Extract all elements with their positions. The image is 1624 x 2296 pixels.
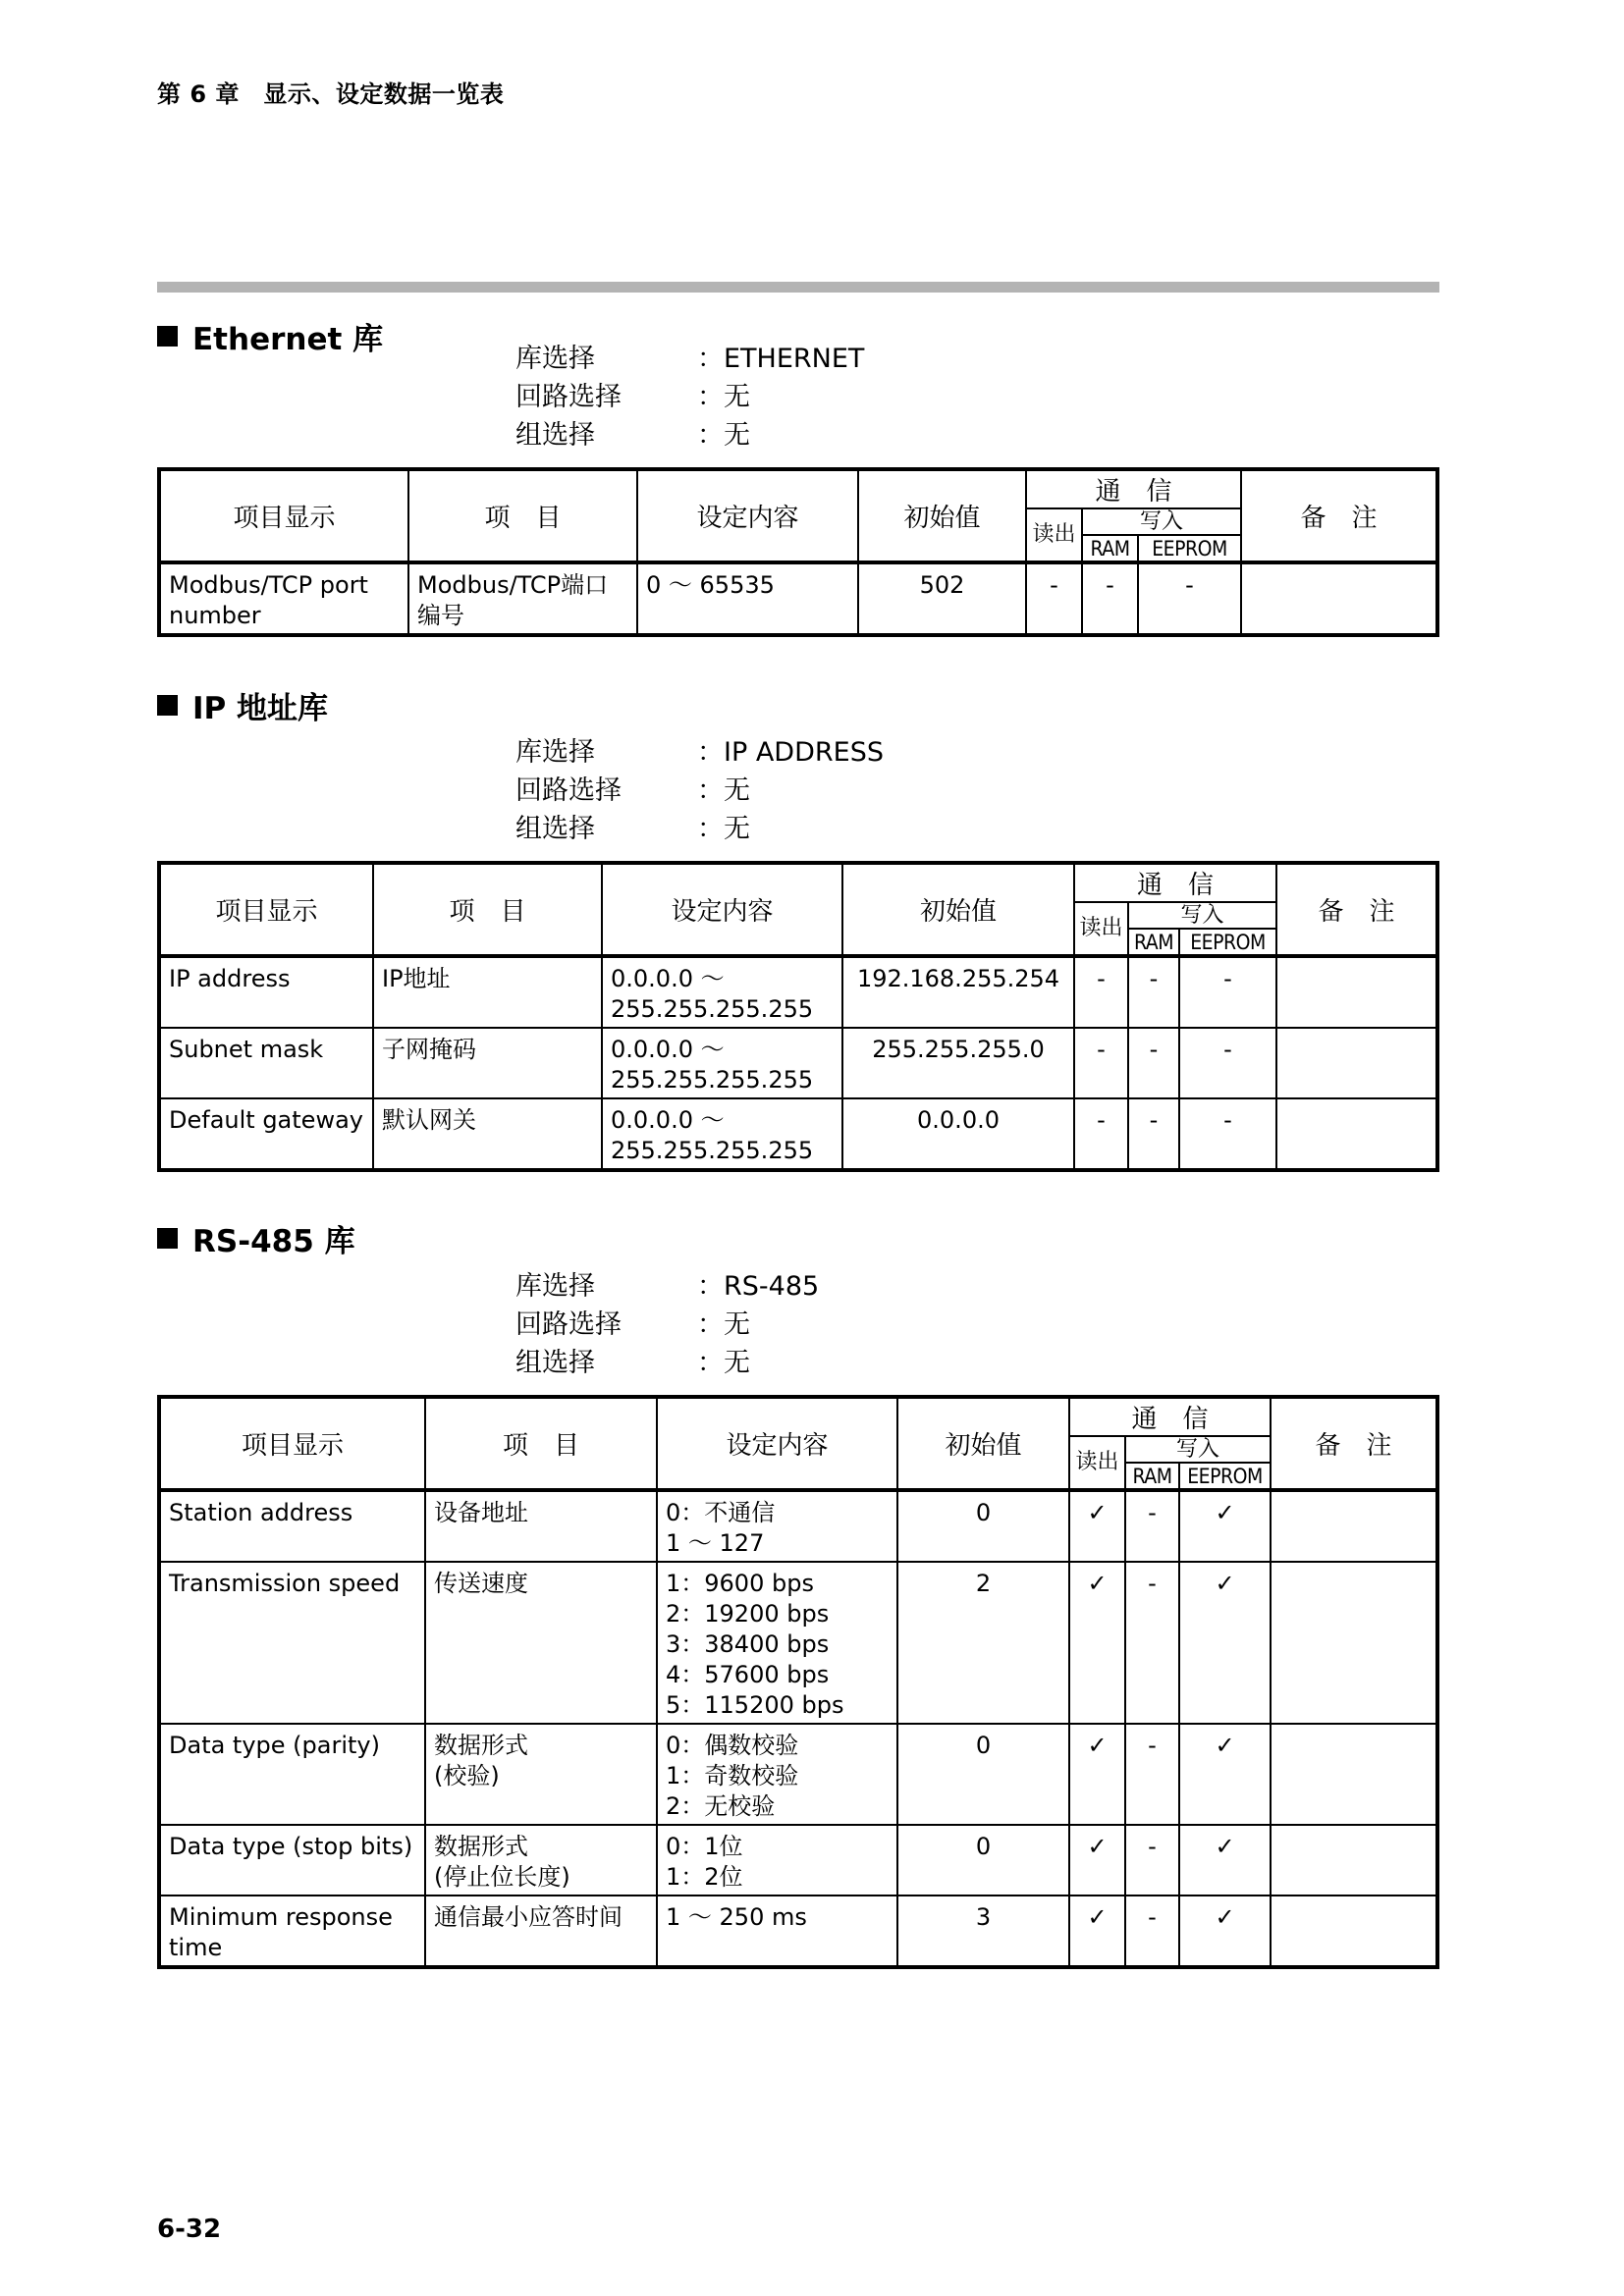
- col-header-initial: 初始值: [842, 863, 1074, 956]
- cell-initial: 0: [897, 1724, 1069, 1825]
- cell-display: Station address: [159, 1490, 425, 1562]
- square-bullet-icon: [157, 1228, 178, 1249]
- cell-remarks: [1271, 1825, 1437, 1896]
- cell-item: Modbus/TCP端口 编号: [408, 562, 637, 635]
- col-header-write: 写入: [1125, 1436, 1271, 1463]
- cell-ram: -: [1125, 1825, 1179, 1896]
- cell-read: -: [1074, 956, 1128, 1028]
- cell-initial: 2: [897, 1562, 1069, 1724]
- selector-label: 组选择: [515, 814, 595, 844]
- page-number: 6-32: [157, 2215, 222, 2244]
- col-header-initial: 初始值: [858, 469, 1026, 562]
- col-header-remarks: 备 注: [1241, 469, 1437, 562]
- col-header-comm: 通 信: [1069, 1397, 1271, 1436]
- table-row: [159, 1098, 1437, 1170]
- cell-remarks: [1276, 956, 1437, 1028]
- col-header-eeprom: EEPROM: [1179, 929, 1276, 956]
- cell-eeprom: -: [1179, 1028, 1276, 1098]
- cell-initial: 502: [858, 562, 1026, 635]
- col-header-write: 写入: [1082, 508, 1241, 535]
- selector-label: 库选择: [515, 737, 595, 768]
- cell-item: 子网掩码: [373, 1028, 602, 1098]
- cell-display: Minimum response time: [159, 1896, 425, 1967]
- cell-read: ✓: [1069, 1490, 1125, 1562]
- col-header-setting: 设定内容: [637, 469, 858, 562]
- cell-ram: -: [1128, 1098, 1179, 1170]
- table-row: [159, 1896, 1437, 1967]
- selector-value: ：无: [697, 775, 750, 806]
- square-bullet-icon: [157, 326, 178, 347]
- section-title: Ethernet 库: [192, 322, 384, 357]
- data-table: [157, 1395, 1439, 1969]
- cell-eeprom: ✓: [1179, 1724, 1271, 1825]
- col-header-display: 项目显示: [159, 1397, 425, 1490]
- col-header-initial: 初始值: [897, 1397, 1069, 1490]
- cell-ram: -: [1125, 1896, 1179, 1967]
- chapter-header: 第 6 章 显示、设定数据一览表: [157, 80, 505, 108]
- cell-read: -: [1026, 562, 1082, 635]
- selector-label: 组选择: [515, 1348, 595, 1378]
- cell-setting: 0：1位 1：2位: [657, 1825, 897, 1896]
- cell-initial: 255.255.255.0: [842, 1028, 1074, 1098]
- col-header-comm: 通 信: [1074, 863, 1276, 902]
- col-header-eeprom: EEPROM: [1138, 535, 1241, 562]
- table-row: [159, 1562, 1437, 1724]
- selector-label: 库选择: [515, 1271, 595, 1302]
- cell-read: -: [1074, 1098, 1128, 1170]
- selector-value: ：IP ADDRESS: [697, 737, 884, 768]
- selector-value: ：无: [697, 382, 750, 412]
- col-header-ram: RAM: [1082, 535, 1138, 562]
- col-header-display: 项目显示: [159, 469, 408, 562]
- selector-label: 组选择: [515, 420, 595, 451]
- selector-value: ：ETHERNET: [697, 344, 865, 374]
- cell-setting: 0 ～ 65535: [637, 562, 858, 635]
- bank-selectors: [515, 340, 864, 454]
- cell-initial: 0: [897, 1490, 1069, 1562]
- cell-setting: 0.0.0.0 ～ 255.255.255.255: [602, 956, 842, 1028]
- table-row: [159, 1490, 1437, 1562]
- table-row: [159, 1825, 1437, 1896]
- col-header-item: 项 目: [408, 469, 637, 562]
- col-header-read: 读出: [1069, 1436, 1125, 1490]
- cell-ram: -: [1125, 1562, 1179, 1724]
- cell-ram: -: [1128, 956, 1179, 1028]
- cell-remarks: [1276, 1028, 1437, 1098]
- table-row: [159, 562, 1437, 635]
- cell-item: 传送速度: [425, 1562, 657, 1724]
- cell-remarks: [1271, 1724, 1437, 1825]
- cell-display: Modbus/TCP port number: [159, 562, 408, 635]
- cell-item: 设备地址: [425, 1490, 657, 1562]
- cell-eeprom: -: [1138, 562, 1241, 635]
- cell-item: 默认网关: [373, 1098, 602, 1170]
- cell-display: Data type (parity): [159, 1724, 425, 1825]
- section-title: IP 地址库: [192, 691, 329, 726]
- col-header-remarks: 备 注: [1276, 863, 1437, 956]
- selector-label: 回路选择: [515, 775, 622, 806]
- cell-ram: -: [1125, 1724, 1179, 1825]
- cell-read: ✓: [1069, 1724, 1125, 1825]
- cell-display: Data type (stop bits): [159, 1825, 425, 1896]
- cell-read: -: [1074, 1028, 1128, 1098]
- cell-read: ✓: [1069, 1896, 1125, 1967]
- cell-setting: 0：偶数校验 1：奇数校验 2：无校验: [657, 1724, 897, 1825]
- cell-setting: 1：9600 bps 2：19200 bps 3：38400 bps 4：57600 bps 5：115200 bps: [657, 1562, 897, 1724]
- cell-item: 数据形式 (校验): [425, 1724, 657, 1825]
- col-header-read: 读出: [1026, 508, 1082, 562]
- cell-read: ✓: [1069, 1562, 1125, 1724]
- cell-setting: 0.0.0.0 ～ 255.255.255.255: [602, 1098, 842, 1170]
- selector-label: 回路选择: [515, 382, 622, 412]
- selector-value: ：无: [697, 814, 750, 844]
- col-header-ram: RAM: [1125, 1463, 1179, 1490]
- table-row: [159, 1028, 1437, 1098]
- selector-label: 库选择: [515, 344, 595, 374]
- cell-initial: 0: [897, 1825, 1069, 1896]
- col-header-ram: RAM: [1128, 929, 1179, 956]
- cell-eeprom: ✓: [1179, 1825, 1271, 1896]
- cell-eeprom: ✓: [1179, 1896, 1271, 1967]
- cell-display: IP address: [159, 956, 373, 1028]
- col-header-read: 读出: [1074, 902, 1128, 956]
- cell-item: IP地址: [373, 956, 602, 1028]
- col-header-eeprom: EEPROM: [1179, 1463, 1271, 1490]
- cell-initial: 0.0.0.0: [842, 1098, 1074, 1170]
- cell-display: Subnet mask: [159, 1028, 373, 1098]
- cell-initial: 192.168.255.254: [842, 956, 1074, 1028]
- cell-remarks: [1271, 1562, 1437, 1724]
- section-title: RS-485 库: [192, 1224, 355, 1259]
- col-header-remarks: 备 注: [1271, 1397, 1437, 1490]
- cell-eeprom: ✓: [1179, 1490, 1271, 1562]
- cell-setting: 0：不通信 1 ～ 127: [657, 1490, 897, 1562]
- cell-remarks: [1241, 562, 1437, 635]
- cell-item: 通信最小应答时间: [425, 1896, 657, 1967]
- cell-display: Transmission speed: [159, 1562, 425, 1724]
- selector-value: ：无: [697, 1309, 750, 1340]
- cell-remarks: [1271, 1896, 1437, 1967]
- col-header-setting: 设定内容: [657, 1397, 897, 1490]
- cell-display: Default gateway: [159, 1098, 373, 1170]
- data-table: [157, 861, 1439, 1172]
- cell-eeprom: -: [1179, 956, 1276, 1028]
- bank-selectors: [515, 1267, 819, 1382]
- cell-read: ✓: [1069, 1825, 1125, 1896]
- data-table: [157, 467, 1439, 637]
- cell-ram: -: [1125, 1490, 1179, 1562]
- cell-initial: 3: [897, 1896, 1069, 1967]
- selector-value: ：RS-485: [697, 1271, 820, 1302]
- cell-setting: 1 ～ 250 ms: [657, 1896, 897, 1967]
- col-header-setting: 设定内容: [602, 863, 842, 956]
- cell-ram: -: [1128, 1028, 1179, 1098]
- cell-remarks: [1271, 1490, 1437, 1562]
- selector-value: ：无: [697, 1348, 750, 1378]
- table-row: [159, 1724, 1437, 1825]
- cell-ram: -: [1082, 562, 1138, 635]
- bank-selectors: [515, 733, 884, 848]
- cell-remarks: [1276, 1098, 1437, 1170]
- cell-item: 数据形式 (停止位长度): [425, 1825, 657, 1896]
- cell-setting: 0.0.0.0 ～ 255.255.255.255: [602, 1028, 842, 1098]
- header-rule: [157, 282, 1439, 293]
- col-header-write: 写入: [1128, 902, 1276, 929]
- col-header-display: 项目显示: [159, 863, 373, 956]
- selector-label: 回路选择: [515, 1309, 622, 1340]
- square-bullet-icon: [157, 695, 178, 716]
- cell-eeprom: -: [1179, 1098, 1276, 1170]
- col-header-item: 项 目: [373, 863, 602, 956]
- cell-eeprom: ✓: [1179, 1562, 1271, 1724]
- table-row: [159, 956, 1437, 1028]
- selector-value: ：无: [697, 420, 750, 451]
- col-header-comm: 通 信: [1026, 469, 1241, 508]
- col-header-item: 项 目: [425, 1397, 657, 1490]
